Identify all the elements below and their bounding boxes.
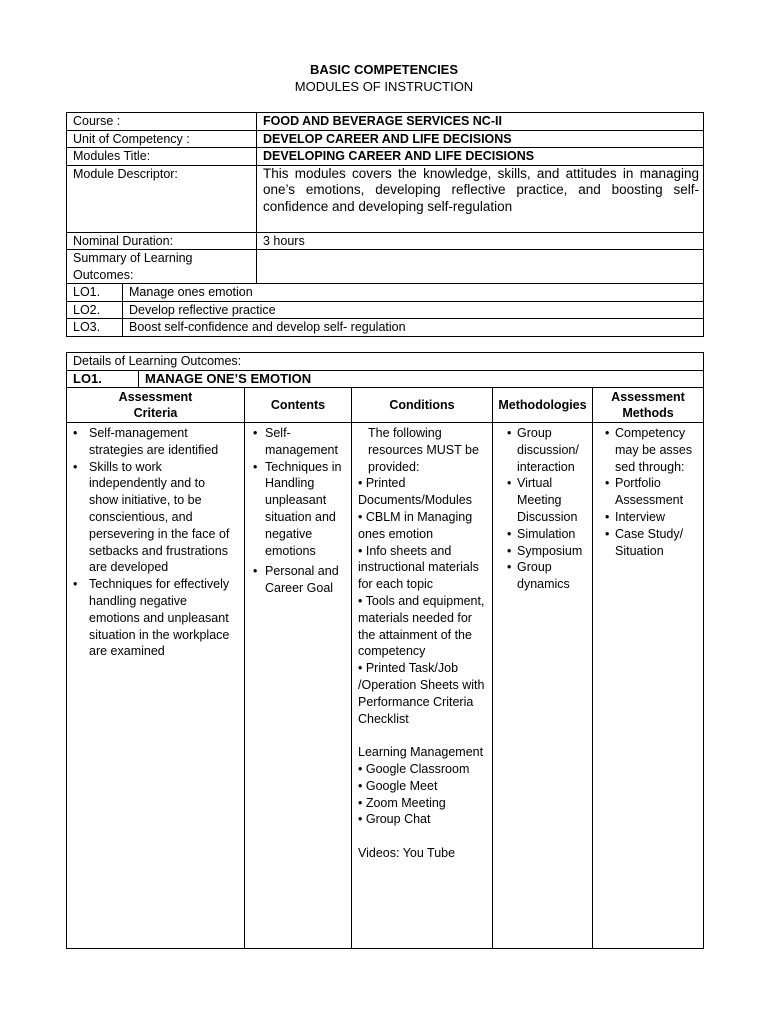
list-item: • Personal and Career Goal [249, 563, 349, 597]
outcomes-empty-cell [257, 250, 704, 284]
list-item: • Self-management [249, 425, 349, 459]
learning-management-item: • Google Classroom [358, 761, 470, 776]
learning-management-item: • Zoom Meeting [358, 795, 446, 810]
condition-item: • Printed Task/Job /Operation Sheets with Performance Criteria Checklist [358, 661, 485, 726]
module-summary-table [66, 112, 704, 337]
outcomes-label: Summary of Learning Outcomes: [67, 250, 257, 284]
details-title: Details of Learning Outcomes: [67, 353, 704, 371]
condition-item: • CBLM in Managing ones emotion [358, 509, 473, 541]
list-item: • Techniques in Handling unpleasant situation and negative emotions [249, 459, 349, 560]
conditions-cell [352, 423, 493, 949]
list-item: • Interview [605, 509, 697, 526]
condition-item: • Info sheets and instructional materials for each topic [358, 543, 479, 592]
module-title-value: DEVELOPING CAREER AND LIFE DECISIONS [257, 148, 704, 166]
list-item: • Case Study/ Situation [605, 526, 697, 560]
conditions-intro: The following resources MUST be provided: [368, 426, 479, 474]
contents-cell [245, 423, 352, 949]
learning-outcome-details-table [66, 352, 704, 949]
unit-label: Unit of Competency : [67, 130, 257, 148]
methodologies-cell [493, 423, 593, 949]
criteria-cell [67, 423, 245, 949]
duration-label: Nominal Duration: [67, 232, 257, 250]
lo1-code: LO1. [67, 370, 139, 388]
unit-value: DEVELOP CAREER AND LIFE DECISIONS [257, 130, 704, 148]
column-header-contents: Contents [245, 388, 352, 423]
list-item: • Group discussion/ interaction [507, 425, 590, 475]
list-item: • Virtual Meeting Discussion [507, 475, 590, 525]
assessment-methods-cell [593, 423, 704, 949]
learning-management-title: Learning Management [358, 745, 484, 760]
course-label: Course : [67, 113, 257, 131]
learning-management-item: • Google Meet [358, 778, 438, 793]
descriptor-label: Module Descriptor: [67, 165, 257, 232]
descriptor-value: This modules covers the knowledge, skills, and attitudes in managing one’s emotions, developing reflective practice, and boosting self-confidence and developing self-regulation [257, 165, 704, 232]
condition-item: • Printed Documents/Modules [358, 476, 472, 508]
module-title-label: Modules Title: [67, 148, 257, 166]
list-item: • Simulation [507, 526, 590, 543]
lo1-title: MANAGE ONE’S EMOTION [139, 370, 704, 388]
learning-management-item: • Group Chat [358, 812, 431, 827]
column-header-methodologies: Methodologies [493, 388, 593, 423]
list-item: • Techniques for effectively handling negative emotions and unpleasant situation in the workplace are examined [67, 576, 236, 660]
list-item: • Portfolio Assessment [605, 475, 697, 509]
lo-text: Manage ones emotion [123, 284, 704, 302]
list-item: • Symposium [507, 543, 590, 560]
column-header-assessment-methods: Assessment Methods [593, 388, 704, 423]
lo-code: LO3. [67, 319, 123, 337]
lo-text: Develop reflective practice [123, 301, 704, 319]
list-item: • Competency may be assessed through: [605, 425, 697, 475]
list-item: • Self-management strategies are identified [67, 425, 236, 459]
document-title: BASIC COMPETENCIES [309, 62, 459, 77]
column-header-conditions: Conditions [352, 388, 493, 423]
list-item: • Skills to work independently and to show initiative, to be conscientious, and persevering in the face of setbacks and frustrations are developed [67, 459, 236, 577]
condition-item: • Tools and equipment, materials needed for the attainment of the competency [358, 593, 485, 659]
lo-code: LO1. [67, 284, 123, 302]
list-item: • Group dynamics [507, 559, 590, 593]
videos-line: Videos: You Tube [358, 845, 456, 860]
course-value: FOOD AND BEVERAGE SERVICES NC-II [257, 113, 704, 131]
duration-value: 3 hours [257, 232, 704, 250]
lo-text: Boost self-confidence and develop self- regulation [123, 319, 704, 337]
column-header-criteria: Assessment Criteria [67, 388, 245, 423]
lo-code: LO2. [67, 301, 123, 319]
document-subtitle: MODULES OF INSTRUCTION [294, 79, 474, 94]
